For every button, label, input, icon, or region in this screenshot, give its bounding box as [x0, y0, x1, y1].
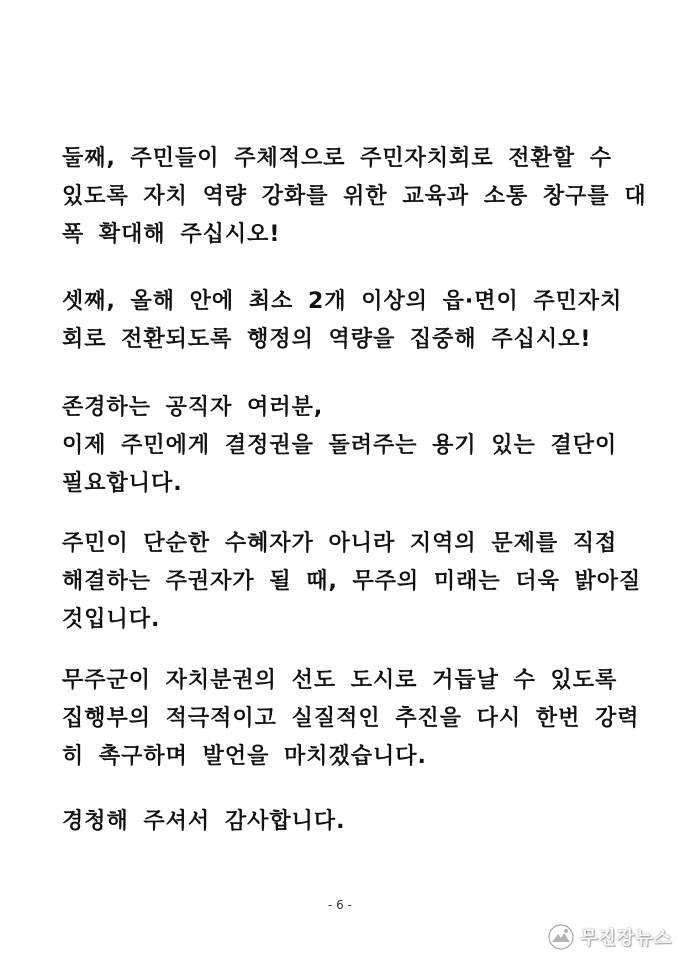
mountain-logo-icon: [548, 924, 574, 950]
watermark-text: 무진장뉴스: [580, 928, 672, 949]
text-line: 필요합니다.: [62, 471, 183, 496]
page-number: - 6 -: [328, 898, 352, 912]
paragraph-third-request: [62, 283, 622, 359]
paragraph-address-officials: [62, 389, 622, 503]
text-line: 집행부의 적극적이고 실질적인 추진을 다시 한번 강력: [62, 706, 640, 731]
paragraph-second-request: [62, 140, 647, 254]
text-line: 있도록 자치 역량 강화를 위한 교육과 소통 창구를 대: [62, 184, 647, 209]
text-line: 이제 주민에게 결정권을 돌려주는 용기 있는 결단이: [62, 433, 618, 458]
text-line: 폭 확대해 주십시오!: [62, 222, 281, 247]
text-line: 존경하는 공직자 여러분,: [62, 395, 324, 420]
text-line: 것입니다.: [62, 607, 161, 632]
text-line: 히 촉구하며 발언을 마치겠습니다.: [62, 744, 427, 769]
text-line: 회로 전환되도록 행정의 역량을 집중해 주십시오!: [62, 327, 592, 352]
text-line: 무주군이 자치분권의 선도 도시로 거듭날 수 있도록: [62, 668, 618, 693]
paragraph-future-vision: [62, 525, 642, 639]
text-line: 둘째, 주민들이 주체적으로 주민자치회로 전환할 수: [62, 146, 612, 171]
text-line: 셋째, 올해 안에 최소 2개 이상의 읍·면이 주민자치: [62, 289, 623, 314]
text-line: 해결하는 주권자가 될 때, 무주의 미래는 더욱 밝아질: [62, 569, 642, 594]
text-line: 경청해 주셔서 감사합니다.: [62, 809, 346, 834]
watermark: [548, 922, 672, 952]
paragraph-thanks: [62, 803, 622, 841]
text-line: 주민이 단순한 수혜자가 아니라 지역의 문제를 직접: [62, 531, 618, 556]
paragraph-closing-appeal: [62, 662, 640, 776]
